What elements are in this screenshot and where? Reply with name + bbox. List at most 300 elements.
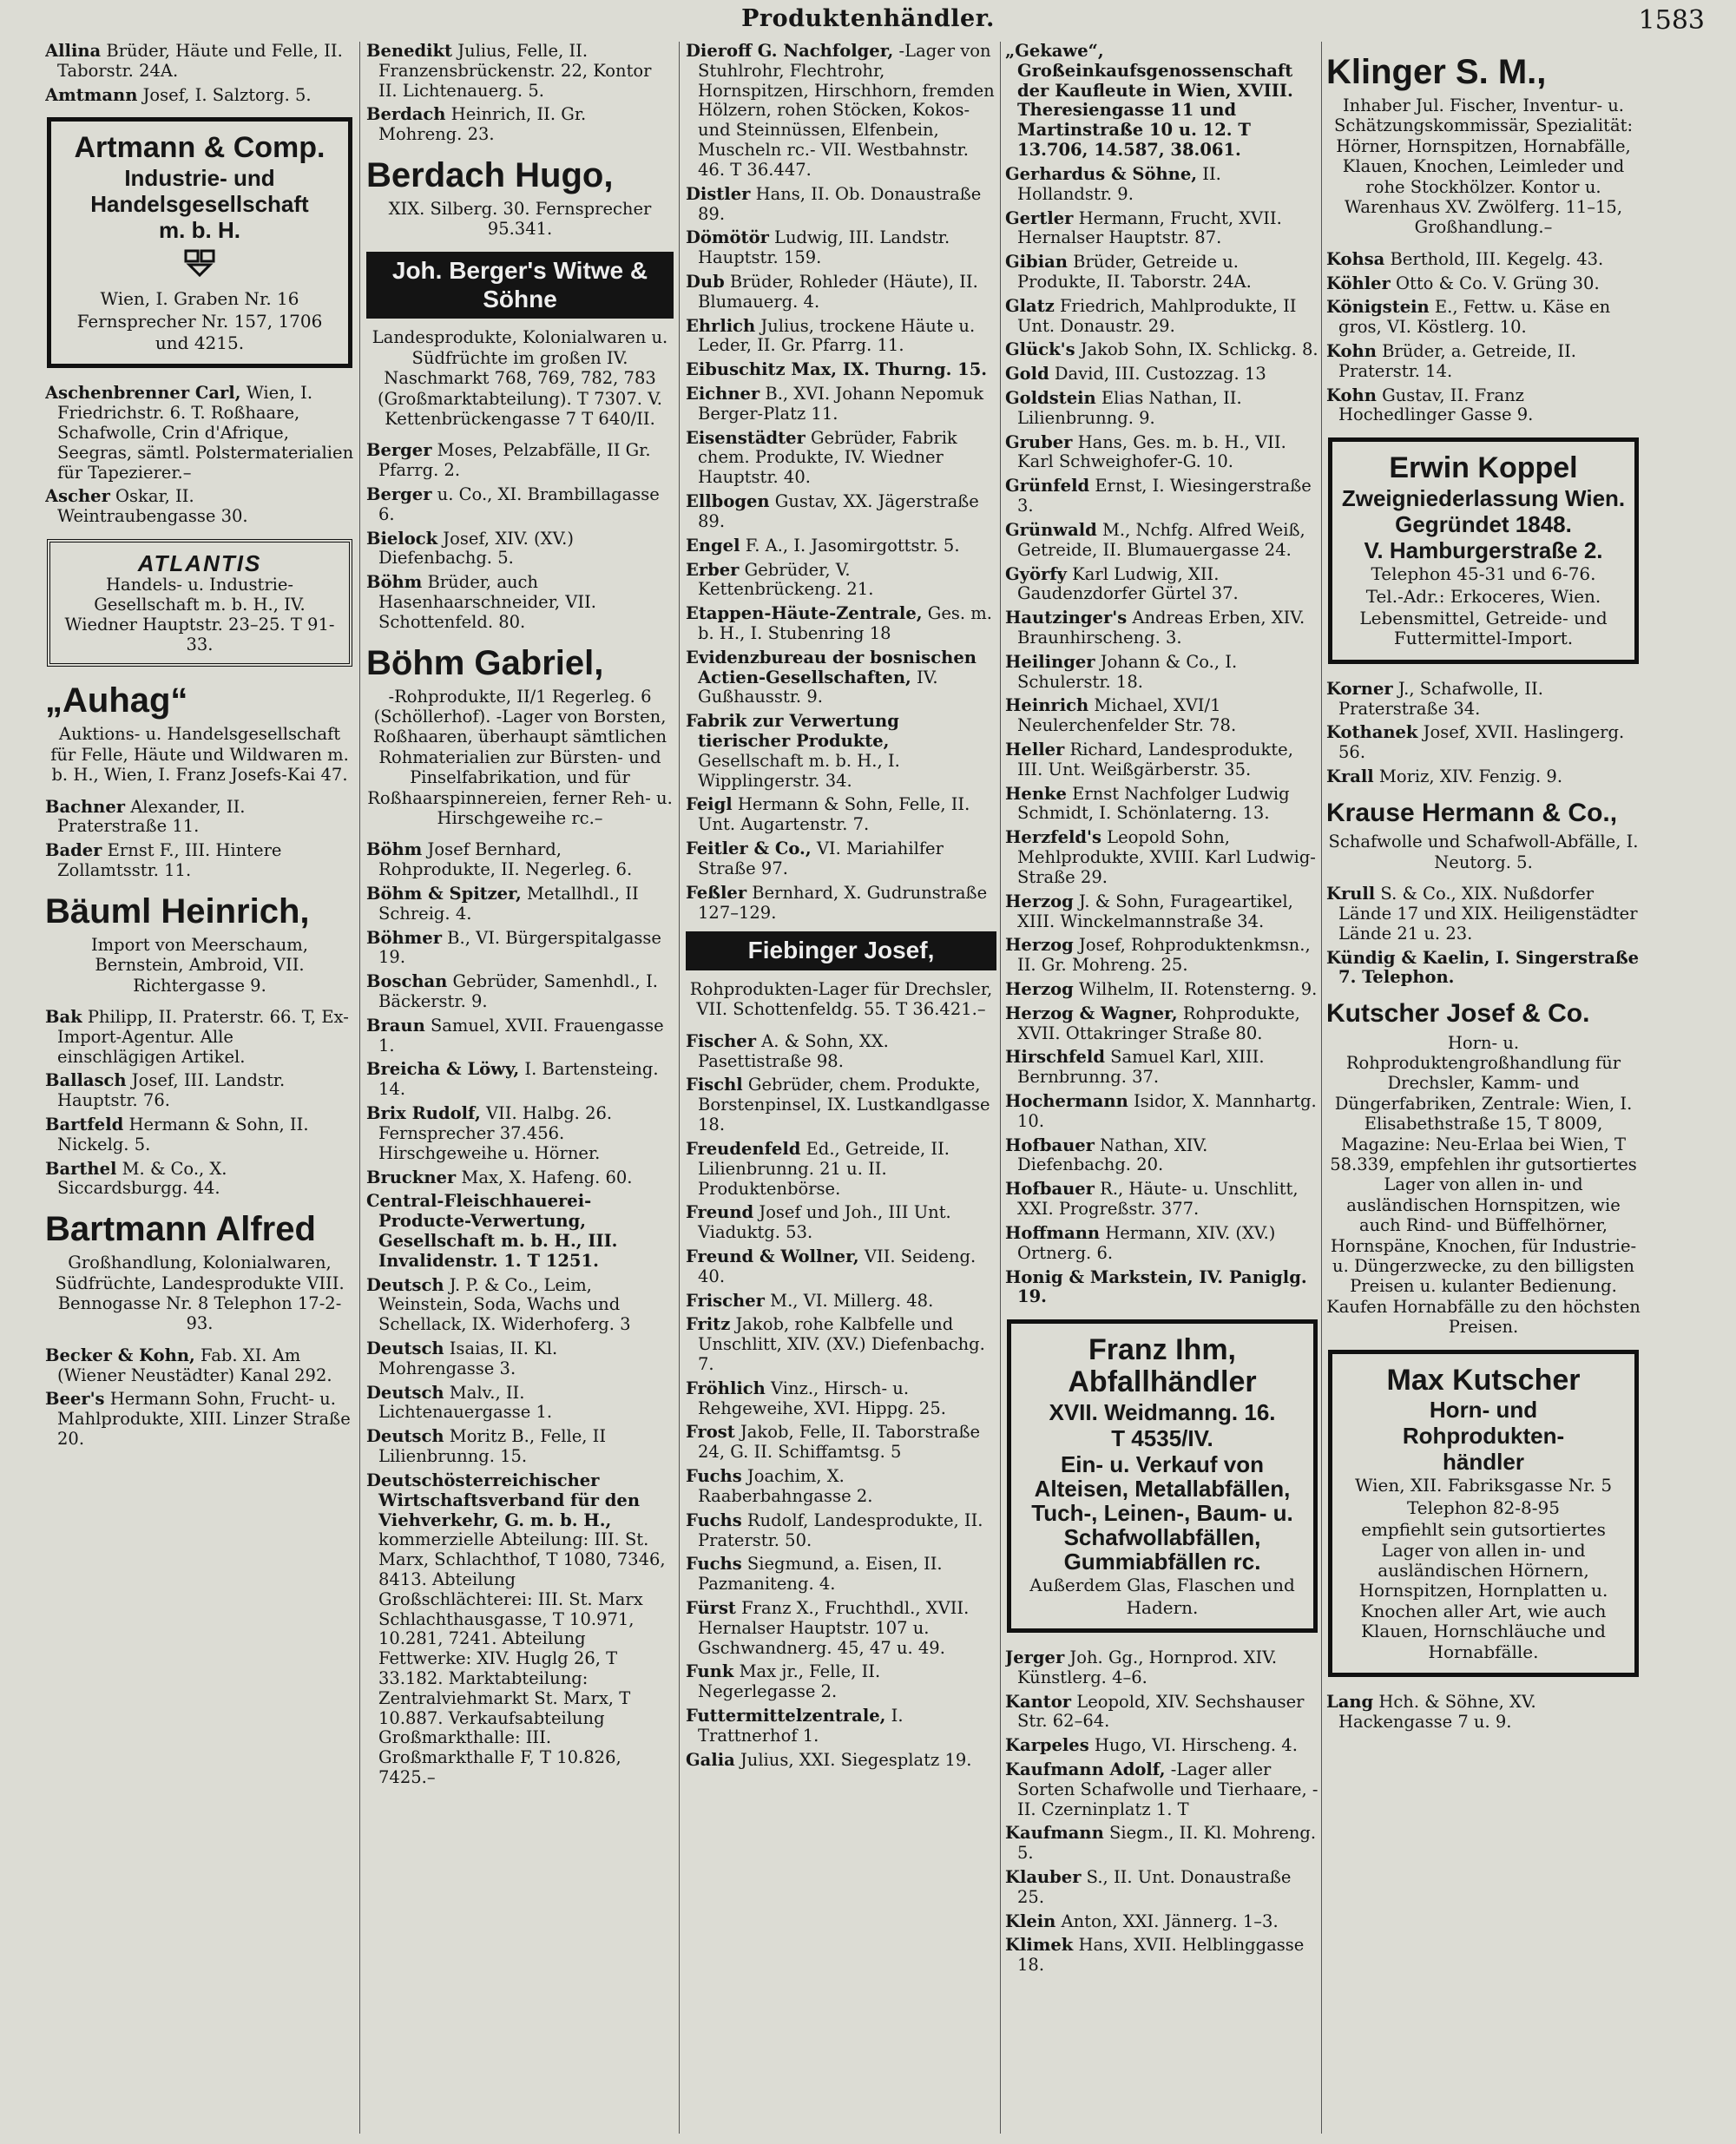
entry-details: S., II. Unt. Donaustraße 25. xyxy=(1017,1867,1292,1907)
ad-body: -Rohprodukte, II/1 Regerleg. 6 (Schöllerhof). -Lager von Borsten, Roßhaaren, überhaupt sämtlichen Rohmaterialien zur Bürsten- und Pinselfabrikation, und für Roßhaarspinnereien, ferner Reh- u. Hirschgeweihe rc.– xyxy=(367,686,673,828)
entry-name: Kaufmann xyxy=(1005,1823,1104,1844)
entry-name: Gertler xyxy=(1005,207,1074,228)
directory-entry xyxy=(1326,342,1641,382)
entry-details: Berthold, III. Kegelg. 43. xyxy=(1384,248,1604,269)
directory-entry xyxy=(686,1751,996,1771)
entry-details: Moritz B., Felle, II Lilienbrunng. 15. xyxy=(378,1426,607,1467)
directory-entry xyxy=(686,1555,996,1595)
entry-name: Ballasch xyxy=(45,1070,127,1091)
entry-name: Frost xyxy=(686,1422,735,1443)
entry-details: Elias Nathan, II. Lilienbrunng. 9. xyxy=(1017,388,1242,428)
directory-entry xyxy=(1005,253,1319,293)
entry-details: I. Bartensteing. 14. xyxy=(378,1059,659,1100)
ad-title: Böhm Gabriel, xyxy=(366,643,604,682)
directory-entry xyxy=(1005,1224,1319,1264)
entry-name: Hofbauer xyxy=(1005,1134,1095,1155)
column-4 xyxy=(1005,42,1319,2134)
ad-line: XVII. Weidmanng. 16. xyxy=(1049,1398,1276,1425)
entry-name: Fabrik zur Verwertung tierischer Produkte, xyxy=(686,711,899,751)
entry-name: Gruber xyxy=(1005,431,1073,452)
directory-entry xyxy=(45,1346,354,1386)
ad-body: Inhaber Jul. Fischer, Inventur- u. Schätzungskommissär, Spezialität: Hörner, Hornspitzen, Hornabfälle, Klauen, Knochen, Leimleder und rohe Stockhölzer. Kontor u. Warenhaus XV. Zwölferg. 11–15, Großhandlung.– xyxy=(1333,95,1634,238)
column-divider xyxy=(1000,42,1001,2134)
entry-details: Josef, XVII. Haslingerg. 56. xyxy=(1338,722,1625,763)
entry-name: Hofbauer xyxy=(1005,1179,1095,1200)
entry-name: Central-Fleischhauerei-Producte-Verwertung, Gesellschaft m. b. H., III. Invalidenstr. 1. T 1251. xyxy=(366,1191,618,1271)
entry-details: Josef und Joh., III Unt. Viaduktg. 53. xyxy=(698,1202,951,1243)
ad-line: Handelsgesellschaft xyxy=(90,191,309,218)
entry-details: Ernst F., III. Hintere Zollamtsstr. 11. xyxy=(57,840,282,880)
entry-details: Isaias, II. Kl. Mohrengasse 3. xyxy=(378,1338,558,1378)
ad-line: Artmann & Comp. xyxy=(74,131,326,165)
ad-line: Fernsprecher Nr. 157, 1706 xyxy=(76,310,323,332)
directory-entry xyxy=(45,384,354,483)
entry-name: Braun xyxy=(366,1015,425,1036)
entry-details: Wilhelm, II. Rotensterng. 9. xyxy=(1073,978,1318,999)
ad-line: Hadern. xyxy=(1126,1596,1199,1618)
entry-name: Allina xyxy=(45,42,102,61)
entry-details: Brüder, auch Hasenhaarschneider, VII. Schottenfeld. 80. xyxy=(378,572,596,632)
entry-details: Siegm., II. Kl. Mohreng. 5. xyxy=(1017,1823,1317,1864)
entry-name: Frischer xyxy=(686,1290,765,1311)
directory-entry xyxy=(45,1160,354,1200)
entry-details: Richard, Landesprodukte, III. Unt. Weißgärberstr. 35. xyxy=(1017,740,1293,779)
ad-line: händler xyxy=(1443,1449,1524,1476)
advertisement-box xyxy=(47,117,352,368)
entry-details: Oskar, II. Weintraubengasse 30. xyxy=(57,486,248,527)
entry-details: Gustav, II. Franz Hochedlinger Gasse 9. xyxy=(1338,385,1534,425)
directory-entry xyxy=(1005,165,1319,205)
column-divider xyxy=(679,42,680,2134)
entry-name: Deutsch xyxy=(366,1382,444,1403)
entry-name: Freund & Wollner, xyxy=(686,1246,859,1266)
entry-details: Brüder, a. Getreide, II. Praterstr. 14. xyxy=(1338,340,1576,381)
directory-entry xyxy=(366,1339,674,1379)
entry-details: -Lager aller Sorten Schafwolle und Tierhaare, - II. Czerninplatz 1. T xyxy=(1017,1759,1318,1819)
entry-details: Hans, II. Ob. Donaustraße 89. xyxy=(698,183,982,224)
entry-name: Ascher xyxy=(45,486,110,507)
advertisement-box xyxy=(1007,1319,1318,1633)
directory-entry xyxy=(686,429,996,488)
directory-entry xyxy=(1005,1868,1319,1908)
entry-name: Galia xyxy=(686,1749,735,1770)
entry-name: Karpeles xyxy=(1005,1735,1089,1756)
directory-entry xyxy=(1005,1693,1319,1733)
entry-details: VII. Halbg. 26. Fernsprecher 37.456. Hirschgeweihe u. Hörner. xyxy=(378,1103,613,1163)
entry-details: M., VI. Millerg. 48. xyxy=(764,1290,934,1311)
entry-details: Joachim, X. Raaberbahngasse 2. xyxy=(698,1466,873,1506)
directory-entry xyxy=(1005,1136,1319,1176)
entry-details: Nathan, XIV. Diefenbachg. 20. xyxy=(1017,1134,1208,1175)
directory-entry xyxy=(1005,1936,1319,1976)
ad-line: Außerdem Glas, Flaschen und xyxy=(1029,1575,1295,1596)
column-divider xyxy=(359,42,360,2134)
entry-name: Hochermann xyxy=(1005,1091,1128,1111)
directory-entry xyxy=(366,1276,674,1335)
entry-name: Dieroff G. Nachfolger, xyxy=(686,42,894,61)
entry-name: Fischl xyxy=(686,1075,743,1095)
ad-body: Schafwolle und Schafwoll-Abfälle, I. Neutorg. 5. xyxy=(1328,832,1639,872)
entry-name: Györfy xyxy=(1005,563,1067,584)
directory-entry xyxy=(1326,1693,1641,1733)
entry-name: Kohn xyxy=(1326,385,1377,405)
entry-name: Grünwald xyxy=(1005,519,1097,540)
advertisement-heading xyxy=(45,1211,354,1334)
entry-details: VII. Seideng. 40. xyxy=(698,1246,976,1286)
entry-name: Feitler & Co., xyxy=(686,839,812,859)
entry-details: Max, X. Hafeng. 60. xyxy=(456,1167,633,1187)
column-1 xyxy=(45,42,354,2134)
entry-name: Etappen-Häute-Zentrale, xyxy=(686,603,923,624)
entry-details: Julius, Felle, II. Franzensbrückenstr. 22, Kontor II. Lichtenauerg. 5. xyxy=(378,42,652,101)
entry-details: Vinz., Hirsch- u. Rehgeweihe, XVI. Hippg. 25. xyxy=(698,1378,946,1418)
directory-entry xyxy=(1005,892,1319,932)
directory-entry xyxy=(366,441,674,481)
entry-details: Franz X., Fruchthdl., XVII. Hernalser Hauptstr. 107 u. Gschwandnerg. 45, 47 u. 49. xyxy=(698,1597,970,1658)
directory-entry xyxy=(1005,1180,1319,1220)
page-title: Produktenhändler. xyxy=(741,5,995,32)
entry-details: Hermann, Frucht, XVII. Hernalser Hauptstr. 87. xyxy=(1017,207,1282,248)
advertisement-heading xyxy=(1326,54,1641,238)
ad-body: Großhandlung, Kolonialwaren, Südfrüchte, Landesprodukte VIII. Bennogasse Nr. 8 Telephon 17-2-93. xyxy=(55,1253,345,1334)
column-2 xyxy=(366,42,674,2134)
entry-name: Barthel xyxy=(45,1158,117,1179)
entry-details: Alexander, II. Praterstraße 11. xyxy=(57,796,246,837)
entry-name: Bielock xyxy=(366,528,438,549)
advertisement-bar xyxy=(366,252,674,429)
ad-line: Horn- und xyxy=(1429,1397,1538,1424)
directory-entry xyxy=(366,573,674,632)
entry-name: Königstein xyxy=(1326,297,1430,318)
ad-title: Krause Hermann & Co., xyxy=(1326,798,1618,827)
directory-entry xyxy=(686,1075,996,1134)
ad-line: Telephon 45-31 und 6-76. xyxy=(1371,563,1596,585)
directory-entry xyxy=(366,840,674,880)
ad-body: Handels- u. Industrie-Gesellschaft m. b. H., IV. Wiedner Hauptstr. 23–25. T 91-33. xyxy=(64,575,335,654)
entry-details: Karl Ludwig, XII. Gaudenzdorfer Gürtel 37. xyxy=(1017,563,1239,604)
directory-entry xyxy=(1005,365,1319,385)
ad-title: Berdach Hugo, xyxy=(366,156,614,195)
entry-name: Feßler xyxy=(686,882,747,903)
directory-entry xyxy=(1005,1004,1319,1044)
entry-name: Fuchs xyxy=(686,1509,742,1530)
entry-name: Böhmer xyxy=(366,927,442,948)
entry-details: VI. Mariahilfer Straße 97. xyxy=(698,839,944,878)
company-logo-icon xyxy=(182,249,217,277)
directory-entry xyxy=(1005,1048,1319,1088)
entry-details: Siegmund, a. Eisen, II. Pazmaniteng. 4. xyxy=(698,1554,943,1595)
entry-details: Hans, XVII. Helblinggasse 18. xyxy=(1017,1935,1305,1976)
directory-entry xyxy=(45,42,354,82)
entry-details: Hermann & Sohn, II. Nickelg. 5. xyxy=(57,1115,309,1154)
entry-name: Beer's xyxy=(45,1389,105,1410)
entry-details: Josef, III. Landstr. Hauptstr. 76. xyxy=(57,1070,286,1111)
entry-name: Kohn xyxy=(1326,340,1377,361)
directory-entry xyxy=(686,1379,996,1419)
directory-entry xyxy=(686,1247,996,1287)
entry-details: Metallhdl., II Schreig. 4. xyxy=(378,883,639,924)
entry-details: Moses, Pelzabfälle, II Gr. Pfarrg. 2. xyxy=(378,440,651,481)
entry-name: Freudenfeld xyxy=(686,1138,801,1159)
directory-entry xyxy=(686,492,996,532)
directory-entry xyxy=(366,1471,674,1788)
ad-line: Wien, XII. Fabriksgasse Nr. 5 xyxy=(1354,1475,1613,1496)
ad-title: Klinger S. M., xyxy=(1326,53,1547,91)
ad-line: Industrie- und xyxy=(124,165,275,192)
advertisement-box xyxy=(1328,437,1639,664)
entry-name: Fürst xyxy=(686,1597,736,1618)
directory-entry xyxy=(45,841,354,881)
entry-name: Feigl xyxy=(686,794,733,815)
entry-details: Hermann & Sohn, Felle, II. Unt. Augartenstr. 7. xyxy=(698,794,970,835)
entry-name: Fröhlich xyxy=(686,1378,766,1398)
entry-name: Brix Rudolf, xyxy=(366,1103,481,1124)
entry-name: Bartfeld xyxy=(45,1115,124,1135)
directory-entry xyxy=(366,105,674,145)
entry-name: Böhm & Spitzer, xyxy=(366,883,522,904)
entry-name: Herzog & Wagner, xyxy=(1005,1003,1178,1023)
entry-details: Hch. & Söhne, XV. Hackengasse 7 u. 9. xyxy=(1338,1691,1536,1732)
directory-entry xyxy=(1005,980,1319,1000)
page-header xyxy=(0,5,1736,35)
entry-name: Deutsch xyxy=(366,1274,444,1295)
entry-name: Klauber xyxy=(1005,1867,1082,1888)
ad-body: XIX. Silberg. 30. Fernsprecher 95.341. xyxy=(388,199,652,240)
directory-entry xyxy=(1005,565,1319,605)
directory-entry xyxy=(366,1104,674,1163)
entry-name: Henke xyxy=(1005,783,1067,804)
entry-details: Hugo, VI. Hirscheng. 4. xyxy=(1088,1735,1298,1756)
entry-details: Ludwig, III. Landstr. Hauptstr. 159. xyxy=(698,227,950,268)
directory-entry xyxy=(1326,949,1641,989)
entry-name: Hirschfeld xyxy=(1005,1047,1105,1068)
entry-details: M., Nchfg. Alfred Weiß, Getreide, II. Blumauergasse 24. xyxy=(1017,519,1305,560)
entry-details: A. & Sohn, XX. Pasettistraße 98. xyxy=(698,1030,889,1071)
ad-line: Tel.-Adr.: Erkoceres, Wien. xyxy=(1365,585,1601,607)
directory-entry xyxy=(366,485,674,525)
ad-line: Gegründet 1848. xyxy=(1395,511,1572,538)
directory-entry xyxy=(1005,477,1319,516)
entry-details: Josef, Rohproduktenkmsn., II. Gr. Mohreng. 25. xyxy=(1017,935,1311,976)
entry-details: M. & Co., X. Siccardsburgg. 44. xyxy=(57,1158,227,1199)
directory-entry xyxy=(45,86,354,106)
advertisement-heading xyxy=(1326,799,1641,872)
entry-name: Engel xyxy=(686,535,740,556)
entry-details: Friedrich, Mahlprodukte, II Unt. Donaustr. 29. xyxy=(1017,295,1297,336)
entry-details: Brüder, Häute und Felle, II. Taborstr. 24A. xyxy=(57,42,343,81)
ad-title: Kutscher Josef & Co. xyxy=(1326,999,1590,1029)
directory-entry xyxy=(1005,1268,1319,1308)
entry-details: F. A., I. Jasomirgottstr. 5. xyxy=(740,535,960,556)
directory-entry xyxy=(1326,680,1641,720)
entry-name: Bader xyxy=(45,840,102,861)
column-divider xyxy=(1321,42,1322,2134)
entry-name: Amtmann xyxy=(45,84,138,105)
entry-name: Deutsch xyxy=(366,1426,444,1447)
entry-details: E., Fettw. u. Käse en gros, VI. Köstlerg. 10. xyxy=(1338,297,1611,338)
entry-details: Ernst, I. Wiesingerstraße 3. xyxy=(1017,476,1312,516)
entry-name: Böhm xyxy=(366,839,423,860)
entry-name: Berger xyxy=(366,483,432,504)
entry-name: Bachner xyxy=(45,796,126,817)
entry-name: Eisenstädter xyxy=(686,427,806,448)
entry-name: Korner xyxy=(1326,678,1393,699)
entry-details: Gebrüder, Samenhdl., I. Bäckerstr. 9. xyxy=(378,971,658,1012)
entry-details: Josef, I. Salztorg. 5. xyxy=(137,84,312,105)
directory-entry xyxy=(366,1192,674,1271)
ad-line: Lebensmittel, Getreide- und Futtermittel-Import. xyxy=(1359,607,1608,649)
entry-details: Joh. Gg., Hornprod. XIV. Künstlerg. 4–6. xyxy=(1017,1647,1278,1687)
entry-details: David, III. Custozzag. 13 xyxy=(1049,364,1266,385)
entry-name: Deutsch xyxy=(366,1338,444,1359)
directory-entry xyxy=(45,1390,354,1449)
directory-entry xyxy=(1326,885,1641,944)
directory-entry xyxy=(686,1599,996,1658)
directory-entry xyxy=(686,839,996,879)
entry-name: Herzog xyxy=(1005,978,1074,999)
directory-entry xyxy=(45,1115,354,1155)
entry-name: Hautzinger's xyxy=(1005,608,1128,628)
directory-entry xyxy=(1005,389,1319,429)
directory-entry xyxy=(366,1427,674,1467)
entry-name: Glatz xyxy=(1005,295,1055,316)
entry-details: Brüder, Rohleder (Häute), II. Blumauerg. 4. xyxy=(698,271,978,312)
directory-entry xyxy=(1326,250,1641,270)
ad-bar-title: Fiebinger Josef, xyxy=(686,931,996,970)
ad-title: Bartmann Alfred xyxy=(45,1210,316,1249)
entry-details: Jakob, Felle, II. Taborstraße 24, G. II. Schiffamtsg. 5 xyxy=(698,1422,981,1463)
directory-entry xyxy=(1005,209,1319,249)
entry-name: Dömötör xyxy=(686,227,769,248)
entry-name: Lang xyxy=(1326,1691,1374,1712)
advertisement-box xyxy=(47,539,352,667)
ad-title: ATLANTIS xyxy=(137,550,262,577)
directory-entry xyxy=(686,1140,996,1199)
ad-line: m. b. H. xyxy=(159,217,240,244)
directory-entry xyxy=(686,1467,996,1507)
ad-line: Franz Ihm, Abfallhändler xyxy=(1068,1333,1257,1398)
entry-name: Fuchs xyxy=(686,1554,742,1575)
directory-entry xyxy=(1005,696,1319,736)
directory-entry xyxy=(686,42,996,181)
entry-details: Samuel, XVII. Frauengasse 1. xyxy=(378,1015,664,1056)
entry-details: Philipp, II. Praterstr. 66. T, Ex-Import-Agentur. Alle einschlägigen Artikel. xyxy=(57,1006,349,1067)
ad-line: Telephon 82-8-95 xyxy=(1407,1496,1560,1518)
directory-entry xyxy=(1005,653,1319,693)
entry-details: Gustav, XX. Jägerstraße 89. xyxy=(698,491,979,531)
directory-entry xyxy=(1005,1912,1319,1932)
entry-details: Julius, XXI. Siegesplatz 19. xyxy=(734,1749,972,1770)
directory-entry xyxy=(686,273,996,312)
entry-details: Anton, XXI. Jännerg. 1–3. xyxy=(1055,1911,1279,1931)
directory-entry xyxy=(686,795,996,835)
directory-entry xyxy=(686,1292,996,1312)
directory-entry xyxy=(1326,274,1641,294)
entry-details: Hermann Sohn, Frucht- u. Mahlprodukte, XIII. Linzer Straße 20. xyxy=(57,1389,351,1450)
ad-line: Zweigniederlassung Wien. xyxy=(1341,484,1626,511)
entry-details: Ernst Nachfolger Ludwig Schmidt, I. Schönlaterng. 13. xyxy=(1017,783,1290,824)
directory-entry xyxy=(366,1060,674,1100)
ad-title: Bäuml Heinrich, xyxy=(45,891,310,931)
entry-name: Gibian xyxy=(1005,252,1068,273)
entry-details: Wien, I. Friedrichstr. 6. T. Roßhaare, Schafwolle, Crin d'Afrique, Seegras, sämtl. Polstermaterialien für Tapezierer.– xyxy=(57,383,354,483)
directory-entry xyxy=(366,1384,674,1424)
directory-entry xyxy=(686,1315,996,1374)
entry-details: Leopold Sohn, Mehlprodukte, XVIII. Karl Ludwig-Straße 29. xyxy=(1017,827,1316,887)
entry-details: II. Hollandstr. 9. xyxy=(1017,163,1221,204)
entry-details: I. Trattnerhof 1. xyxy=(698,1706,904,1746)
entry-name: Jerger xyxy=(1005,1647,1065,1667)
entry-name: Berdach xyxy=(366,104,446,125)
directory-entry xyxy=(366,885,674,924)
entry-name: Kantor xyxy=(1005,1691,1072,1712)
directory-entry xyxy=(686,185,996,225)
entry-details: J., Schafwolle, II. Praterstraße 34. xyxy=(1338,678,1543,719)
directory-entry xyxy=(1005,297,1319,337)
directory-entry xyxy=(686,360,996,380)
entry-name: Glück's xyxy=(1005,339,1075,360)
ad-body: Horn- u. Rohproduktengroßhandlung für Drechsler, Kamm- und Düngerfabriken, Zentrale: Wien, I. Elisabethstraße 15, T 8009, Magazine: Neu-Erlaa bei Wien, T 58.339, empfehlen ihr gutsortiertes Lager von allen in- und ausländischen Hornspitzen, wie auch Rind- und Büffelhörner, Hornspäne, Knochen, für Industrie- u. Düngerzwecke, zu den billigsten Preisen u. kulanter Bedienung. Kaufen Hornabfälle zu den höchsten Preisen. xyxy=(1326,1032,1641,1338)
entry-details: J. & Sohn, Furageartikel, XIII. Winckelmannstraße 34. xyxy=(1017,891,1293,931)
directory-entry xyxy=(686,385,996,424)
directory-entry xyxy=(686,561,996,601)
advertisement-heading xyxy=(45,893,354,996)
entry-details: Max jr., Felle, II. Negerlegasse 2. xyxy=(698,1661,881,1702)
directory-entry xyxy=(45,1071,354,1111)
entry-name: Bak xyxy=(45,1006,82,1027)
entry-name: Herzog xyxy=(1005,935,1074,956)
entry-details: B., XVI. Johann Nepomuk Berger-Platz 11. xyxy=(698,384,984,424)
entry-name: Krall xyxy=(1326,766,1374,786)
entry-name: Freund xyxy=(686,1202,754,1223)
entry-name: Breicha & Löwy, xyxy=(366,1059,520,1080)
entry-details: B., VI. Bürgerspitalgasse 19. xyxy=(378,927,661,968)
entry-details: Moriz, XIV. Fenzig. 9. xyxy=(1373,766,1563,786)
directory-entry xyxy=(1326,386,1641,426)
directory-entry xyxy=(45,1008,354,1067)
entry-details: Johann & Co., I. Schulerstr. 18. xyxy=(1017,651,1238,692)
entry-name: Becker & Kohn, xyxy=(45,1345,195,1365)
ad-line: V. Hamburgerstraße 2. xyxy=(1364,537,1603,564)
directory-entry xyxy=(686,604,996,644)
entry-name: Honig & Markstein, IV. Paniglg. 19. xyxy=(1005,1266,1307,1307)
entry-details: Rohprodukte, XVII. Ottakringer Straße 80. xyxy=(1017,1003,1300,1043)
ad-body: Rohprodukten-Lager für Drechsler, VII. Schottenfeldg. 55. T 36.421.– xyxy=(689,979,993,1020)
entry-name: Aschenbrenner Carl, xyxy=(45,383,241,404)
directory-entry xyxy=(366,42,674,101)
ad-line: und 4215. xyxy=(155,332,245,353)
entry-details: Ges. m. b. H., I. Stubenring 18 xyxy=(698,603,992,643)
entry-details: Gebrüder, Fabrik chem. Produkte, IV. Wiedner Hauptstr. 40. xyxy=(698,427,957,488)
entry-details: Michael, XVI/1 Neulerchenfelder Str. 78. xyxy=(1017,695,1237,736)
entry-name: Evidenzbureau der bosnischen Actien-Gesellschaften, xyxy=(686,647,976,687)
entry-name: Heilinger xyxy=(1005,651,1095,672)
ad-body: Landesprodukte, Kolonialwaren u. Südfrüchte im großen IV. Naschmarkt 768, 769, 782, 783 (Großmarktabteilung). T 7307. V. Kettenbrückengasse 7 T 640/II. xyxy=(372,327,668,429)
directory-entry xyxy=(1005,1648,1319,1688)
entry-details: Jakob, rohe Kalbfelle und Unschlitt, XIV. (XV.) Diefenbachg. 7. xyxy=(698,1314,985,1375)
directory-entry xyxy=(45,487,354,527)
directory-entry xyxy=(366,929,674,969)
directory-entry xyxy=(45,798,354,838)
entry-name: Kündig & Kaelin, I. Singerstraße 7. Telephon. xyxy=(1326,947,1640,988)
entry-details: u. Co., XI. Brambillagasse 6. xyxy=(378,483,660,524)
ad-line: T 4535/IV. xyxy=(1111,1424,1213,1451)
entry-details: Samuel Karl, XIII. Bernbrunng. 37. xyxy=(1017,1047,1265,1088)
entry-details: Andreas Erben, XIV. Braunhirscheng. 3. xyxy=(1017,608,1305,648)
directory-entry xyxy=(1326,767,1641,787)
entry-details: Gesellschaft m. b. H., I. Wipplingerstr. 34. xyxy=(698,750,900,791)
entry-details: Hans, Ges. m. b. H., VII. Karl Schweighofer-G. 10. xyxy=(1017,431,1286,472)
